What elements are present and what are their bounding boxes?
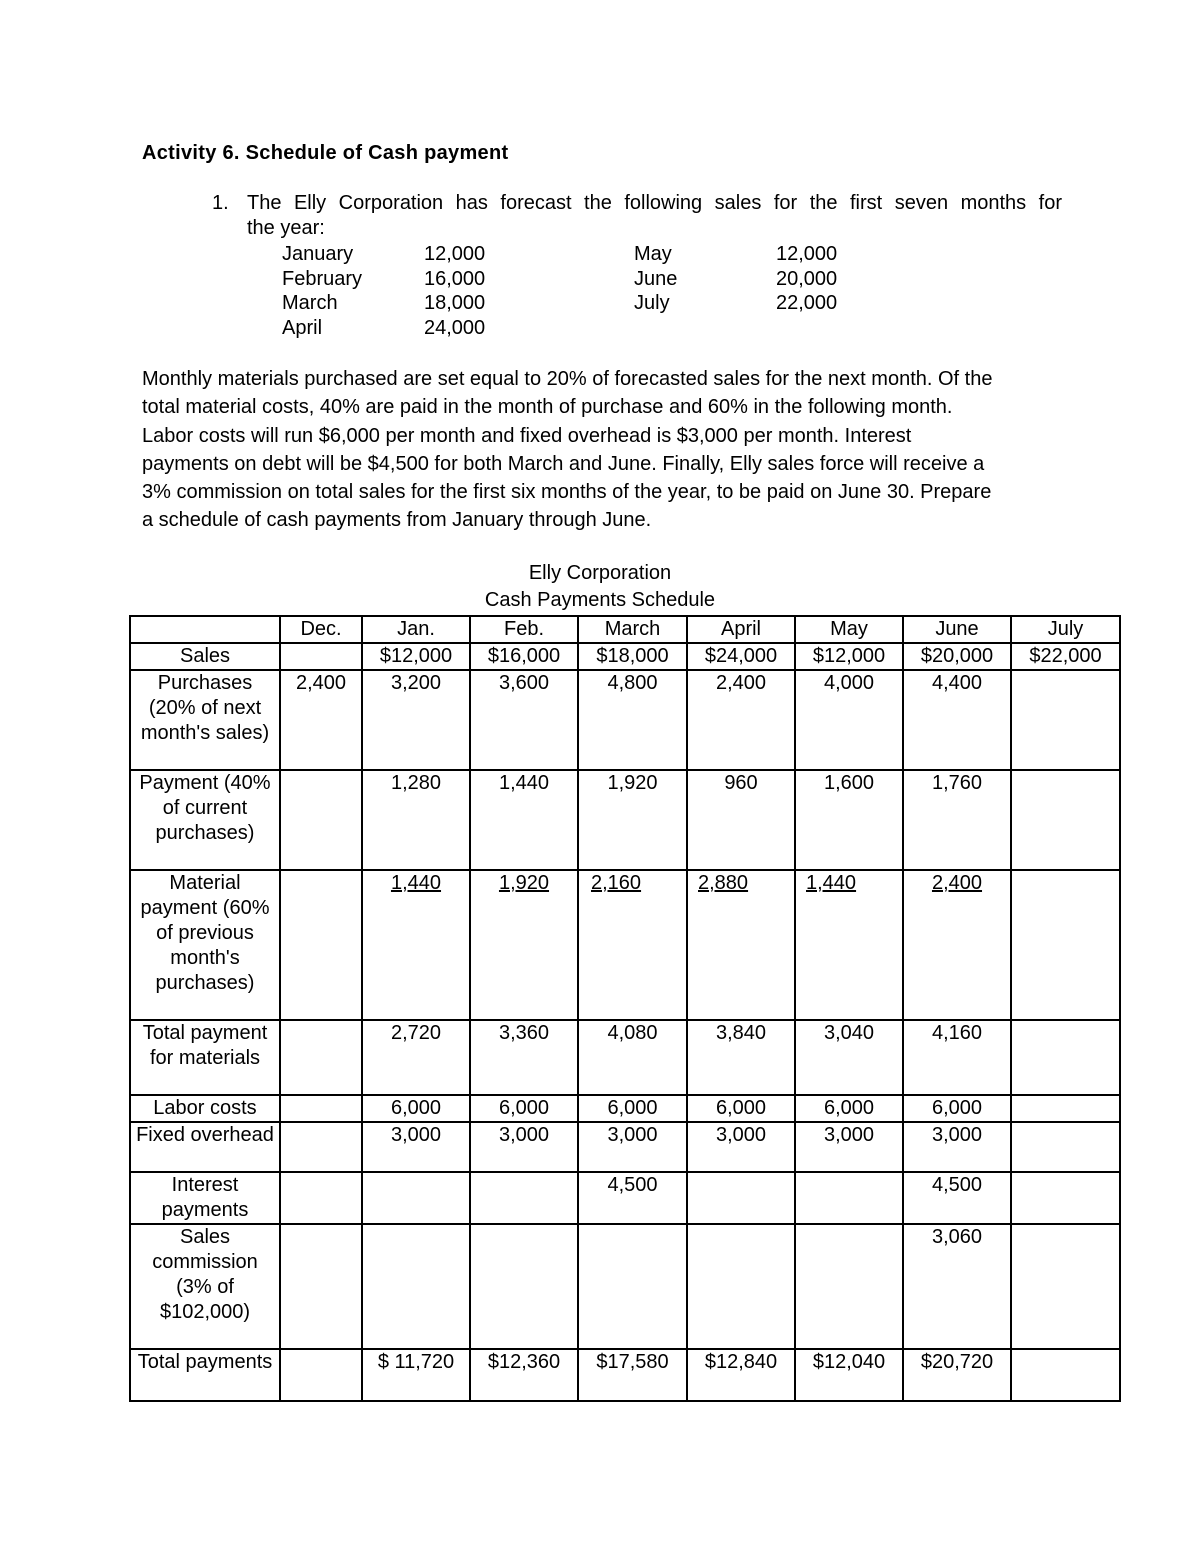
table-cell: $ 11,720 [362,1349,470,1401]
table-cell [687,1172,795,1224]
underlined-value: 1,920 [498,872,550,894]
paragraph-line: total material costs, 40% are paid in the month of purchase and 60% in the following month. [142,396,953,419]
forecast-value: 18,000 [424,292,486,314]
table-cell: 6,000 [362,1095,470,1122]
forecast-value: 16,000 [424,267,486,290]
table-cell [280,1172,362,1224]
table-cell: 3,040 [795,1020,903,1095]
row-label: Sales commission (3% of $102,000) [130,1224,280,1349]
forecast-value: 12,000 [776,243,838,265]
table-row [130,670,1120,770]
table-cell: $12,840 [687,1349,795,1401]
problem-text-line-1: The Elly Corporation has forecast the following sales for the first seven months for [247,192,1062,214]
table-cell: 4,500 [903,1172,1011,1224]
table-cell: $24,000 [687,643,795,670]
table-cell [795,870,903,1020]
table-cell [578,870,687,1020]
table-cell [280,770,362,870]
table-cell [903,870,1011,1020]
row-label: Fixed overhead [130,1122,280,1172]
header-cell: Feb. [470,616,578,643]
table-cell [687,870,795,1020]
table-cell: 3,000 [903,1122,1011,1172]
table-cell: 4,500 [578,1172,687,1224]
table-cell [470,1172,578,1224]
table-cell [362,870,470,1020]
underlined-value: 1,440 [806,872,857,894]
activity-heading: Activity 6. Schedule of Cash payment [142,142,509,164]
header-cell: June [903,616,1011,643]
table-row [130,1095,1120,1122]
forecast-month: May [634,243,672,265]
table-row [130,1122,1120,1172]
table-cell [280,1349,362,1401]
table-cell: 3,060 [903,1224,1011,1349]
table-cell: 1,440 [470,770,578,870]
table-row [130,1020,1120,1095]
table-cell: 3,000 [362,1122,470,1172]
table-cell [280,1095,362,1122]
forecast-month: July [634,292,670,314]
header-cell: May [795,616,903,643]
forecast-month: April [282,316,323,339]
table-cell [470,1224,578,1349]
table-cell [1011,1349,1120,1401]
table-row [130,770,1120,870]
table-cell: 4,800 [578,670,687,770]
table-cell: 3,000 [470,1122,578,1172]
header-cell: Dec. [280,616,362,643]
row-label: Material payment (60% of previous month's purchases) [130,870,280,1020]
table-cell: 6,000 [470,1095,578,1122]
table-cell [795,1224,903,1349]
table-cell: 960 [687,770,795,870]
table-cell: 4,400 [903,670,1011,770]
forecast-value: 12,000 [424,243,486,265]
header-cell: July [1011,616,1120,643]
table-row [130,1349,1120,1401]
cash-payments-table [129,615,1121,1402]
underlined-value: 2,160 [591,872,642,894]
table-cell: 3,360 [470,1020,578,1095]
table-cell: 2,720 [362,1020,470,1095]
table-title: Elly Corporation [528,562,672,584]
problem-text-line-2: the year: [247,217,325,239]
header-cell: April [687,616,795,643]
table-cell: 4,160 [903,1020,1011,1095]
table-cell [1011,670,1120,770]
forecast-month: March [282,292,338,314]
table-cell [795,1172,903,1224]
table-cell [280,870,362,1020]
table-cell: 2,400 [687,670,795,770]
instructions-paragraph [142,365,1062,535]
table-subtitle: Cash Payments Schedule [484,589,716,611]
table-cell: $17,580 [578,1349,687,1401]
table-cell: 6,000 [903,1095,1011,1122]
problem-statement [212,191,1062,241]
forecast-month: January [282,243,354,265]
table-row [130,870,1120,1020]
underlined-value: 1,440 [390,872,442,894]
row-label: Total payment for materials [130,1020,280,1095]
table-cell: 2,400 [280,670,362,770]
table-cell [1011,1020,1120,1095]
table-cell: $12,040 [795,1349,903,1401]
table-cell: $20,720 [903,1349,1011,1401]
table-cell [280,1122,362,1172]
table-cell: 3,600 [470,670,578,770]
row-label: Interest payments [130,1172,280,1224]
table-row [130,1172,1120,1224]
table-cell [280,643,362,670]
row-label: Sales [130,643,280,670]
table-cell: 3,000 [578,1122,687,1172]
table-cell [578,1224,687,1349]
paragraph-line: Monthly materials purchased are set equal to 20% of forecasted sales for the next month. Of the [142,368,993,390]
table-cell: 3,200 [362,670,470,770]
table-cell: 6,000 [795,1095,903,1122]
table-cell: 1,600 [795,770,903,870]
forecast-value: 20,000 [776,267,838,290]
table-cell [1011,770,1120,870]
paragraph-line: a schedule of cash payments from January through June. [142,509,652,532]
table-cell: 4,080 [578,1020,687,1095]
table-cell [1011,1122,1120,1172]
table-cell [1011,1224,1120,1349]
table-row [130,1224,1120,1349]
table-cell: $12,000 [795,643,903,670]
table-cell: 3,000 [687,1122,795,1172]
table-cell: $20,000 [903,643,1011,670]
table-cell: 1,280 [362,770,470,870]
table-cell [362,1224,470,1349]
table-cell: $22,000 [1011,643,1120,670]
row-label: Payment (40% of current purchases) [130,770,280,870]
table-cell: 6,000 [578,1095,687,1122]
table-cell: 1,760 [903,770,1011,870]
row-label: Labor costs [130,1095,280,1122]
table-cell [1011,870,1120,1020]
row-label: Purchases (20% of next month's sales) [130,670,280,770]
table-cell [280,1224,362,1349]
paragraph-line: payments on debt will be $4,500 for both March and June. Finally, Elly sales force will receive a [142,452,985,475]
forecast-month: June [634,267,678,290]
table-cell: $18,000 [578,643,687,670]
header-cell: March [578,616,687,643]
table-cell [1011,1095,1120,1122]
table-row [130,643,1120,670]
table-cell [362,1172,470,1224]
paragraph-line: 3% commission on total sales for the first six months of the year, to be paid on June 30. Prepare [142,481,992,504]
problem-number: 1. [212,192,229,214]
header-cell: Jan. [362,616,470,643]
table-cell [687,1224,795,1349]
table-cell [280,1020,362,1095]
header-cell [130,616,280,643]
underlined-value: 2,880 [698,872,749,894]
table-cell [1011,1172,1120,1224]
table-cell: $16,000 [470,643,578,670]
row-label: Total payments [130,1349,280,1401]
forecast-month: February [282,267,363,290]
table-cell: 3,000 [795,1122,903,1172]
table-cell: 6,000 [687,1095,795,1122]
underlined-value: 2,400 [931,872,983,894]
table-cell: $12,000 [362,643,470,670]
table-cell: 1,920 [578,770,687,870]
table-cell: 3,840 [687,1020,795,1095]
table-cell [470,870,578,1020]
header-row [130,616,1120,643]
table-cell: $12,360 [470,1349,578,1401]
paragraph-line: Labor costs will run $6,000 per month and fixed overhead is $3,000 per month. Interest [142,424,912,447]
forecast-value: 22,000 [776,292,838,314]
table-cell: 4,000 [795,670,903,770]
forecast-value: 24,000 [424,316,486,339]
